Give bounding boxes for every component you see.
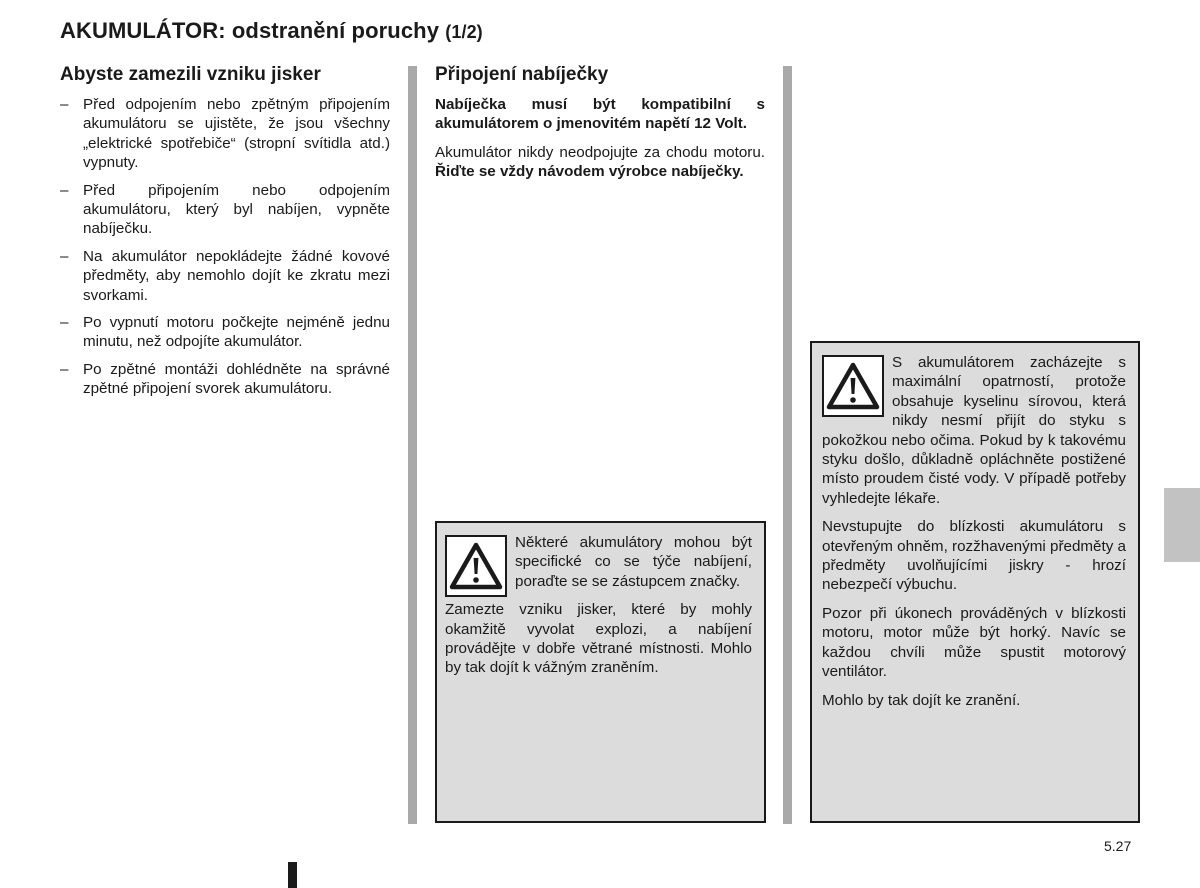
column-divider-left <box>408 66 417 824</box>
list-item <box>60 95 390 173</box>
list-item <box>60 313 390 352</box>
bullet-dash: – <box>60 181 69 199</box>
warning-box-acid <box>810 341 1140 823</box>
list-item-text: Na akumulátor nepokládejte žádné kovové předměty, aby nemohlo dojít ke zkratu mezi svorkami. <box>83 247 390 304</box>
warning-paragraph: Nevstupujte do blízkosti akumulátoru s otevřeným ohněm, rozžhavenými předměty a předměty uvolňujícími jiskry - hrozí nebezpečí výbuchu. <box>822 518 1126 594</box>
bullet-dash: – <box>60 247 69 265</box>
warning-paragraph: S akumulátorem zacházejte s maximální opatrností, protože obsahuje kyselinu sírovou, která nikdy nesmí přijít do styku s pokožkou nebo očima. Pokud by k takovému styku došlo, důkladně opláchněte postižené místo proudem čisté vody. V případě potřeby vyhledejte lékaře. <box>822 354 1126 507</box>
list-item-text: Před odpojením nebo zpětným připojením akumulátoru se ujistěte, že jsou všechny „elektrické spotřebiče“ (stropní svítidla atd.) vypnuty. <box>83 96 390 172</box>
warning-triangle-icon <box>822 355 884 417</box>
page-title-part: (1/2) <box>445 22 483 42</box>
middle-column-text <box>435 95 765 191</box>
bullet-dash: – <box>60 314 69 332</box>
left-column-heading: Abyste zamezili vzniku jisker <box>60 64 321 85</box>
charger-compatibility-note: Nabíječka musí být kompatibilní s akumulátorem o jmenovitém napětí 12 Volt. <box>435 96 765 133</box>
section-tab-marker <box>1164 488 1200 562</box>
warning-triangle-svg <box>826 361 880 411</box>
bullet-dash: – <box>60 96 69 113</box>
list-item <box>60 247 390 305</box>
print-mark <box>288 862 297 888</box>
warning-paragraph: Pozor při úkonech prováděných v blízkosti motoru, motor může být horký. Navíc se každou chvíli může spustit motorový ventilátor. <box>822 604 1126 681</box>
list-item <box>60 181 390 239</box>
page-title <box>60 18 483 44</box>
column-divider-right <box>783 66 792 824</box>
page-number: 5.27 <box>1104 838 1132 854</box>
charger-instruction-bold: Řiďte se vždy návodem výrobce nabíječky. <box>435 163 744 181</box>
warning-paragraph: Mohlo by tak dojít ke zranění. <box>822 691 1021 709</box>
warning-triangle-svg <box>449 541 503 591</box>
list-item-text: Před připojením nebo odpojením akumulátoru, který byl nabíjen, vypněte nabíječku. <box>83 181 390 238</box>
warning-box-charging <box>435 521 766 823</box>
list-item-text: Po vypnutí motoru počkejte nejméně jednu minutu, než odpojíte akumulátor. <box>83 314 390 351</box>
middle-column-heading: Připojení nabíječky <box>435 64 609 85</box>
list-item-text: Po zpětné montáži dohlédněte na správné zpětné připojení svorek akumulátoru. <box>83 360 390 398</box>
left-column-list <box>60 95 390 407</box>
charger-instruction <box>435 143 765 182</box>
bullet-dash: – <box>60 360 69 378</box>
charger-instruction-text: Akumulátor nikdy neodpojujte za chodu motoru. <box>435 143 765 161</box>
page-title-text: AKUMULÁTOR: odstranění poruchy <box>60 18 440 43</box>
warning-triangle-icon <box>445 535 507 597</box>
warning-paragraph: Některé akumulátory mohou být specifické co se týče nabíjení, poraďte se se zástupcem značky. <box>515 534 752 590</box>
warning-paragraph: Zamezte vzniku jisker, které by mohly okamžitě vyvolat explozi, a nabíjení provádějte v dobře větrané místnosti. Mohlo by tak dojít k vážným zraněním. <box>445 601 752 677</box>
list-item <box>60 360 390 399</box>
